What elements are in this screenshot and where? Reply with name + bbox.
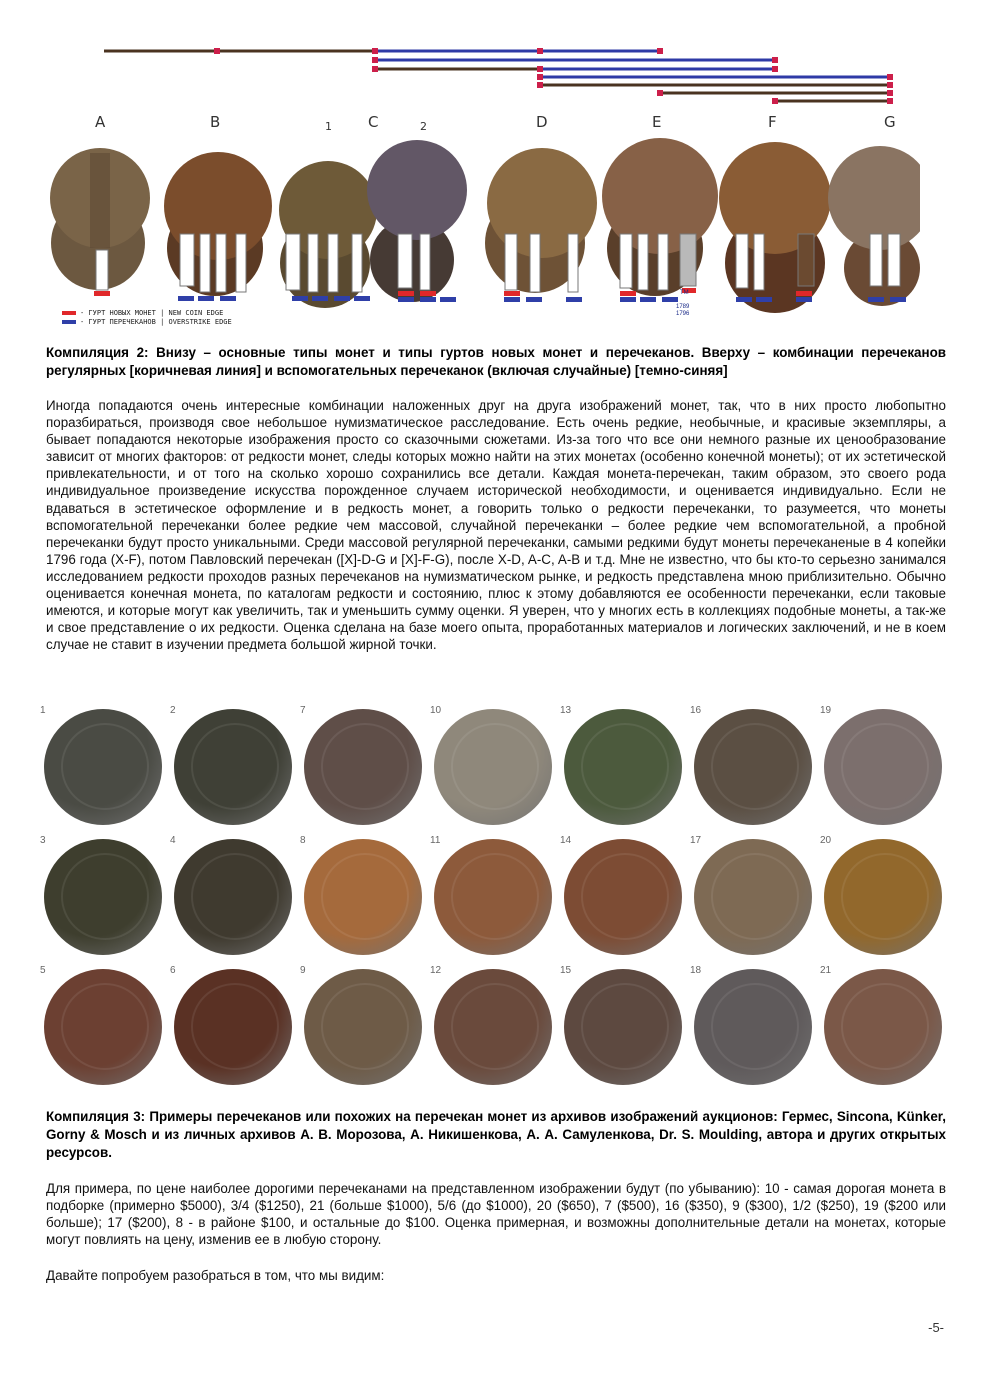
coin-number: 5 [40, 965, 46, 976]
coin-cell-21 [820, 965, 945, 1085]
type-letter-a: A [95, 113, 107, 131]
caption-compilation-2: Компиляция 2: Внизу – основные типы монет и типы гуртов новых монет и перечеканов. Вверху – комбинации перечеканов регулярных [коричневая линия] и вспомогательных перечеканок (включая случайные) [темно-синяя] [46, 345, 946, 378]
coin-number: 4 [170, 835, 176, 846]
coin-number: 14 [560, 835, 572, 846]
coin-number: 17 [690, 835, 702, 846]
coin-cell-2 [170, 705, 295, 825]
coin-number: 10 [430, 705, 442, 716]
coin-number: 12 [430, 965, 442, 976]
year-mark-2: 1796 [676, 311, 690, 317]
coin-image [304, 709, 422, 825]
coin-cell-1 [40, 705, 165, 825]
coin-cell-3 [40, 835, 165, 955]
legend-new-coin-edge: - ГУРТ НОВЫХ МОНЕТ | NEW COIN EDGE [62, 309, 223, 317]
coin-image [44, 969, 162, 1085]
year-mark-1: 1789 [676, 304, 690, 310]
coin-number: 6 [170, 965, 176, 976]
coin-image [174, 969, 292, 1085]
type-letter-f: F [768, 113, 778, 131]
type-letter-d: D [536, 113, 549, 131]
coin-number: 15 [560, 965, 572, 976]
main-paragraph: Иногда попадаются очень интересные комбинации наложенных друг на друга изображений монет, так, что в них просто любопытно поразбираться, производя свое небольшое нумизматическое расследование. Есть очень редкие, необычные, и красивые экземпляры, а бывает попадаются некоторые изображения просто со сказочными сюжетами. Из-за того что все они немного разные их ценообразование зависит от многих факторов: от редкости монет, следы которых можно найти на этих монетах (особенно конечной монеты); от их эстетической привлекательности, и от того на сколько хорошо сохранились все детали. Каждая монета-перечекан, таким образом, это своего рода индивидуальное произведение искусства порожденное случаем исторической необходимости, и оценивается индивидуально. Если не вдаваться в эстетическое оформление и в редкость монет, а говорить только о редкости перечеканки, то разумеется, что монеты вспомогательной перечеканки более редкие чем массовой, случайной перечеканки – более редкие чем вспомогательной, а пробной перечеканки будут просто уникальными. Среди массовой регулярной перечеканки, самыми редкими будут монеты перечеканеные в 4 копейки 1796 года (X-F), потом Павловский перечекан ([X]-D-G и [X]-F-G), после X-D, A-C, A-B и т.д. Мне не известно, что бы кто-то серьезно занимался исследованием редкости проходов разных перечеканов на нумизматическом рынке, и редкость представлена мною приблизительно. Обычно оценивается конечная монета, по каталогам редкости и состоянию, плюс к этому добавляются ее особенности перечеканки, если таковые имеются, и которые могут как увеличить, так и уменьшить сумму оценки. Я уверен, что у многих есть в коллекциях подобные монеты, а так-же и свое представление о их редкости. Оценка сделана на базе моего опыта, проработанных материалов и логических заключений, и не в коем случае не ставит в изучении предмета большой жирной точки. [46, 398, 946, 653]
coin-cell-17 [690, 835, 815, 955]
coin-number: 8 [300, 835, 306, 846]
coin-image [434, 839, 552, 955]
overstrike-examples-figure [40, 705, 952, 1090]
coin-number: 2 [170, 705, 176, 716]
type-letter-2: 2 [420, 120, 428, 133]
coin-image [174, 709, 292, 825]
coin-image [824, 709, 942, 825]
coin-cell-19 [820, 705, 945, 825]
coin-image [304, 839, 422, 955]
coin-image [824, 839, 942, 955]
legend-swatch-red [62, 311, 76, 315]
type-letter-e: E [652, 113, 663, 131]
coin-image [434, 709, 552, 825]
coin-cell-7 [300, 705, 425, 825]
coin-image [564, 969, 682, 1085]
type-letter-g: G [884, 113, 897, 131]
caption-compilation-3: Компиляция 3: Примеры перечеканов или похожих на перечекан монет из архивов изображений аукционов: Гермес, Sincona, Künker, Gorny & Mosch и из личных архивов А. В. Морозова, А. Никишенкова, А. А. Самуленкова, Dr. S. Moulding, автора и других открытых ресурсов. [46, 1109, 946, 1160]
coin-cell-4 [170, 835, 295, 955]
coin-cell-16 [690, 705, 815, 825]
coin-image [564, 709, 682, 825]
type-letter-b: B [210, 113, 222, 131]
coin-cell-10 [430, 705, 555, 825]
coin-cell-5 [40, 965, 165, 1085]
coin-number: 11 [430, 835, 441, 846]
coin-image [694, 969, 812, 1085]
coin-number: 3 [40, 835, 46, 846]
coin-cell-14 [560, 835, 685, 955]
coin-image [824, 969, 942, 1085]
coin-number: 19 [820, 705, 832, 716]
coin-cell-12 [430, 965, 555, 1085]
coin-cell-6 [170, 965, 295, 1085]
type-letter-c: C [368, 113, 380, 131]
coin-number: 7 [300, 705, 306, 716]
coin-cell-11 [430, 835, 555, 955]
coin-number: 1 [40, 705, 46, 716]
coin-cell-18 [690, 965, 815, 1085]
page-number: -5- [928, 1320, 944, 1335]
lead-in-paragraph: Давайте попробуем разобраться в том, что мы видим: [46, 1268, 385, 1283]
coin-number: 16 [690, 705, 702, 716]
coin-image [44, 709, 162, 825]
coin-number: 13 [560, 705, 572, 716]
legend-swatch-blue [62, 320, 76, 324]
type-letter-1: 1 [325, 120, 333, 133]
coin-image [44, 839, 162, 955]
overstrike-combination-diagram [40, 38, 920, 330]
coin-image [694, 839, 812, 955]
coin-cell-15 [560, 965, 685, 1085]
tm-mark: TM [680, 290, 689, 296]
coin-image [434, 969, 552, 1085]
coin-image [694, 709, 812, 825]
coin-number: 20 [820, 835, 832, 846]
coin-cell-9 [300, 965, 425, 1085]
coin-images [50, 138, 920, 313]
legend-overstrike-edge: - ГУРТ ПЕРЕЧЕКАНОВ | OVERSTRIKE EDGE [62, 318, 232, 326]
coin-types-figure [40, 38, 920, 330]
coin-cell-13 [560, 705, 685, 825]
coin-image [304, 969, 422, 1085]
price-paragraph: Для примера, по цене наиболее дорогими перечеканами на представленном изображении будут (по убыванию): 10 - самая дорогая монета в подборке (примерно $5000), 3/4 ($1250), 21 (больше $1000), 5/6 (до $1000), 20 ($650), 7 ($500), 16 ($350), 9 ($300), 1/2 ($250), 19 ($200 или больше); 17 ($200), 8 - в районе $100, и остальные до $100. Оценка примерная, и возможны дополнительные детали на монетах, которые могут повлиять на цену, изменив ее в любую сторону. [46, 1181, 946, 1248]
coin-cell-8 [300, 835, 425, 955]
coin-number: 18 [690, 965, 702, 976]
coin-image [564, 839, 682, 955]
coin-image [174, 839, 292, 955]
coin-cell-20 [820, 835, 945, 955]
coin-number: 21 [820, 965, 832, 976]
coin-number: 9 [300, 965, 306, 976]
